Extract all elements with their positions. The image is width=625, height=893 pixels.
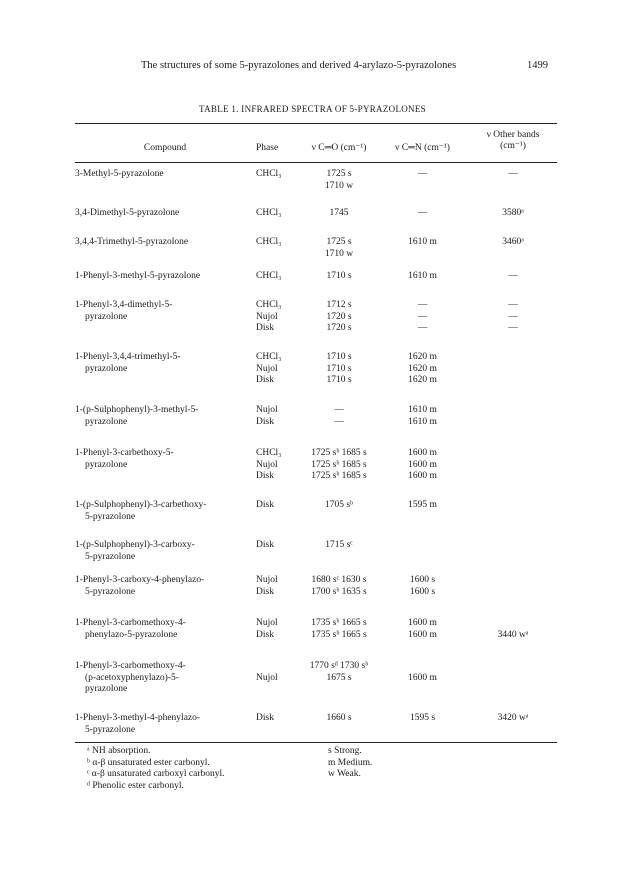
cell-other-line: 3460ᵃ xyxy=(502,237,524,247)
cell-co-line: 1705 sᵇ xyxy=(324,500,353,510)
cell-phase-line: Disk xyxy=(256,500,274,510)
cell-other-line: 3420 wᵃ xyxy=(497,713,529,723)
cell-co-line: 1710 s xyxy=(326,271,352,281)
cell-compound xyxy=(75,405,255,428)
table-header-rule xyxy=(75,162,557,163)
cell-compound-line: 5-pyrazolone xyxy=(85,511,136,522)
intensity-legend xyxy=(328,746,528,781)
footnote: ᵃ NH absorption. xyxy=(87,746,151,756)
cell-compound-line: pyrazolone xyxy=(85,684,128,694)
table-bottom-rule xyxy=(75,742,557,743)
header-compound: Compound xyxy=(143,143,187,153)
cell-co-line: 1735 sᵇ 1665 s xyxy=(311,618,367,628)
cell-cn-line: 1610 m xyxy=(408,416,437,427)
legend-entry: w Weak. xyxy=(328,769,361,779)
cell-co-line: 1710 s xyxy=(326,375,352,385)
cell-compound xyxy=(75,618,255,641)
cell-cn-line: — xyxy=(417,300,428,310)
cell-compound xyxy=(75,237,255,249)
cell-phase-line: Disk xyxy=(256,629,274,640)
cell-cn-line: 1595 s xyxy=(409,713,436,723)
cell-compound-line: 3-Methyl-5-pyrazolone xyxy=(75,169,164,179)
cell-phase-line: Nujol xyxy=(256,618,278,628)
cell-co xyxy=(296,575,382,598)
cell-compound-line: 1-Phenyl-3-carboxy-4-phenylazo- xyxy=(75,575,205,585)
cell-phase-line: Nujol xyxy=(256,575,278,585)
cell-compound-line: 5-pyrazolone xyxy=(85,724,136,735)
header-co: ν C═O (cm⁻¹) xyxy=(311,143,367,153)
cell-co-line: 1700 sᵇ 1635 s xyxy=(311,586,367,597)
cell-other-line: 3580ᵃ xyxy=(502,208,524,218)
cell-other-line: — xyxy=(508,311,518,322)
cell-phase-line: Disk xyxy=(256,540,274,550)
cell-cn xyxy=(385,300,460,335)
cell-phase-line: Disk xyxy=(256,471,274,481)
cell-cn-line: — xyxy=(417,323,428,333)
cell-compound-line: 1-Phenyl-3-methyl-4-phenylazo- xyxy=(75,713,201,723)
cell-co-line: — xyxy=(334,405,344,415)
cell-cn xyxy=(385,237,460,249)
cell-compound-line: 3,4-Dimethyl-5-pyrazolone xyxy=(75,208,180,218)
cell-cn-line: 1600 m xyxy=(408,459,437,470)
cell-compound-line: 1-Phenyl-3-carbomethoxy-4- xyxy=(75,661,186,671)
cell-cn-line: 1595 m xyxy=(408,500,437,510)
cell-compound xyxy=(75,352,255,375)
cell-co-line: 1770 sᵈ 1730 sᵇ xyxy=(309,661,369,671)
cell-co-line: 1720 s xyxy=(326,311,352,322)
cell-cn-line: 1620 m xyxy=(408,352,437,362)
cell-other-line: — xyxy=(508,169,518,179)
cell-cn-line: 1600 m xyxy=(408,448,437,458)
cell-co xyxy=(296,500,382,512)
cell-compound-line: 1-Phenyl-3,4-dimethyl-5- xyxy=(75,300,173,310)
cell-co xyxy=(296,618,382,641)
table-title: TABLE 1. INFRARED SPECTRA OF 5-PYRAZOLONES xyxy=(199,104,426,114)
cell-cn xyxy=(385,500,460,512)
cell-phase-line: CHCl₃ xyxy=(256,237,282,247)
cell-cn-line: 1600 m xyxy=(408,471,437,481)
header-other-line2: (cm⁻¹) xyxy=(500,141,526,151)
cell-co xyxy=(296,208,382,220)
cell-phase-line: Disk xyxy=(256,375,274,385)
cell-co-line: 1712 s xyxy=(326,300,352,310)
cell-other xyxy=(470,300,556,335)
header-cn: ν C═N (cm⁻¹) xyxy=(395,143,450,153)
cell-cn xyxy=(385,208,460,220)
header-other-line1: ν Other bands xyxy=(486,130,540,140)
cell-co-line: 1725 s xyxy=(326,169,352,179)
cell-phase-line: CHCl₃ xyxy=(256,208,282,218)
cell-co xyxy=(296,352,382,387)
cell-other xyxy=(470,169,556,181)
cell-co xyxy=(296,713,382,725)
cell-co-line: 1710 w xyxy=(324,248,354,259)
cell-co xyxy=(296,661,382,684)
cell-co-line: 1715 sᶜ xyxy=(325,540,353,550)
cell-co-line: 1735 sᵇ 1665 s xyxy=(311,629,367,640)
table-top-rule xyxy=(75,123,557,124)
header-phase: Phase xyxy=(256,143,279,153)
cell-other xyxy=(470,618,556,641)
cell-phase-line: Disk xyxy=(256,713,274,723)
cell-co-line: 1710 w xyxy=(324,180,354,191)
cell-co-line: 1725 sᵇ 1685 s xyxy=(311,471,367,481)
cell-phase-line: CHCl₃ xyxy=(256,352,282,362)
cell-phase-line: Nujol xyxy=(256,459,278,470)
cell-compound-line: 5-pyrazolone xyxy=(85,586,136,597)
cell-compound xyxy=(75,169,255,181)
cell-compound xyxy=(75,448,255,471)
cell-other-line: — xyxy=(508,271,518,281)
legend-entry: s Strong. xyxy=(328,746,362,756)
cell-phase-line: CHCl₃ xyxy=(256,448,282,458)
footnote: ᵇ α-β unsaturated ester carbonyl. xyxy=(87,757,210,768)
cell-compound-line: pyrazolone xyxy=(85,459,128,470)
cell-compound-line: 1-(p-Sulphophenyl)-3-methyl-5- xyxy=(75,405,199,415)
header-other xyxy=(470,130,556,152)
cell-cn-line: 1620 m xyxy=(408,363,437,374)
cell-co-line: 1725 sᵇ 1685 s xyxy=(311,459,367,470)
cell-co xyxy=(296,448,382,483)
cell-cn xyxy=(385,405,460,428)
cell-cn xyxy=(385,661,460,684)
cell-compound-line: pyrazolone xyxy=(85,416,128,427)
cell-other xyxy=(470,237,556,249)
cell-cn-line: 1610 m xyxy=(408,271,437,281)
cell-cn-line: 1620 m xyxy=(408,375,437,385)
cell-co-line: 1680 sᶜ 1630 s xyxy=(311,575,367,585)
cell-compound-line: 1-(p-Sulphophenyl)-3-carbethoxy- xyxy=(75,500,207,510)
cell-compound xyxy=(75,713,255,736)
cell-phase-line: Disk xyxy=(256,416,274,427)
cell-phase-line: Nujol xyxy=(256,311,278,322)
cell-cn-line: — xyxy=(417,169,428,179)
cell-compound-line: pyrazolone xyxy=(85,363,128,374)
cell-co xyxy=(296,540,382,552)
cell-other xyxy=(470,713,556,725)
cell-co-line: 1660 s xyxy=(326,713,352,723)
cell-cn-line: 1610 m xyxy=(408,237,437,247)
cell-co-line: 1720 s xyxy=(326,323,352,333)
cell-other-line: — xyxy=(508,323,518,333)
cell-co-line: — xyxy=(334,416,344,427)
cell-co-line: 1710 s xyxy=(326,352,352,362)
cell-co xyxy=(296,405,382,428)
cell-compound-line: 1-Phenyl-3-carbomethoxy-4- xyxy=(75,618,186,628)
cell-cn-line: 1600 m xyxy=(408,672,437,683)
cell-cn xyxy=(385,352,460,387)
footnote: ᵈ Phenolic ester carbonyl. xyxy=(87,780,184,791)
cell-cn xyxy=(385,575,460,598)
cell-compound-line: 1-Phenyl-3-methyl-5-pyrazolone xyxy=(75,271,201,281)
cell-compound-line: 1-Phenyl-3,4,4-trimethyl-5- xyxy=(75,352,181,362)
cell-phase-line: Nujol xyxy=(256,363,278,374)
cell-co xyxy=(296,169,382,192)
cell-phase-line: Disk xyxy=(256,323,274,333)
cell-cn-line xyxy=(385,661,460,673)
cell-compound xyxy=(75,540,255,563)
cell-phase-line: Disk xyxy=(256,586,274,597)
cell-cn xyxy=(385,169,460,181)
cell-cn-line: 1600 m xyxy=(408,629,437,640)
cell-cn xyxy=(385,618,460,641)
cell-co-line: 1725 sᵇ 1685 s xyxy=(311,448,367,458)
page-number: 1499 xyxy=(527,60,548,71)
cell-cn xyxy=(385,448,460,483)
cell-cn xyxy=(385,713,460,725)
cell-cn-line: 1600 s xyxy=(409,575,436,585)
cell-other xyxy=(470,271,556,283)
cell-other xyxy=(470,208,556,220)
cell-compound-line: 3,4,4-Trimethyl-5-pyrazolone xyxy=(75,237,189,247)
cell-compound-line: pyrazolone xyxy=(85,311,128,322)
cell-compound xyxy=(75,661,255,696)
cell-compound xyxy=(75,500,255,523)
cell-compound-line: (p-acetoxyphenylazo)-5- xyxy=(85,672,179,683)
cell-compound-line: phenylazo-5-pyrazolone xyxy=(85,629,178,640)
cell-compound-line: 5-pyrazolone xyxy=(85,551,136,562)
cell-compound xyxy=(75,208,255,220)
cell-cn-line: 1600 m xyxy=(408,618,437,628)
cell-phase-line: CHCl₃ xyxy=(256,300,282,310)
cell-phase-line: CHCl₃ xyxy=(256,271,282,281)
running-head: The structures of some 5-pyrazolones and derived 4-arylazo-5-pyrazolones xyxy=(141,60,457,71)
cell-cn-line: 1610 m xyxy=(408,405,437,415)
cell-compound xyxy=(75,575,255,598)
cell-co xyxy=(296,271,382,283)
legend-entry: m Medium. xyxy=(328,757,373,768)
cell-other-line: 3440 wᵃ xyxy=(497,629,529,640)
cell-phase-line: Nujol xyxy=(256,405,278,415)
cell-co-line: 1675 s xyxy=(326,672,352,683)
footnote: ᶜ α-β unsaturated carboxyl carbonyl. xyxy=(87,769,225,779)
cell-compound xyxy=(75,300,255,323)
cell-phase-line: Nujol xyxy=(256,672,278,683)
cell-cn-line: — xyxy=(417,208,428,218)
cell-cn-line: — xyxy=(417,311,428,322)
cell-compound-line: 1-(p-Sulphophenyl)-3-carboxy- xyxy=(75,540,195,550)
cell-compound xyxy=(75,271,255,283)
cell-cn xyxy=(385,271,460,283)
cell-phase-line: CHCl₃ xyxy=(256,169,282,179)
cell-co xyxy=(296,237,382,260)
cell-co-line: 1710 s xyxy=(326,363,352,374)
cell-compound-line: 1-Phenyl-3-carbethoxy-5- xyxy=(75,448,174,458)
cell-other-line: — xyxy=(508,300,518,310)
cell-co-line: 1745 xyxy=(329,208,349,218)
cell-other-line xyxy=(470,618,556,630)
cell-co xyxy=(296,300,382,335)
cell-co-line: 1725 s xyxy=(326,237,352,247)
footnotes xyxy=(87,746,317,792)
cell-cn-line: 1600 s xyxy=(409,586,436,597)
